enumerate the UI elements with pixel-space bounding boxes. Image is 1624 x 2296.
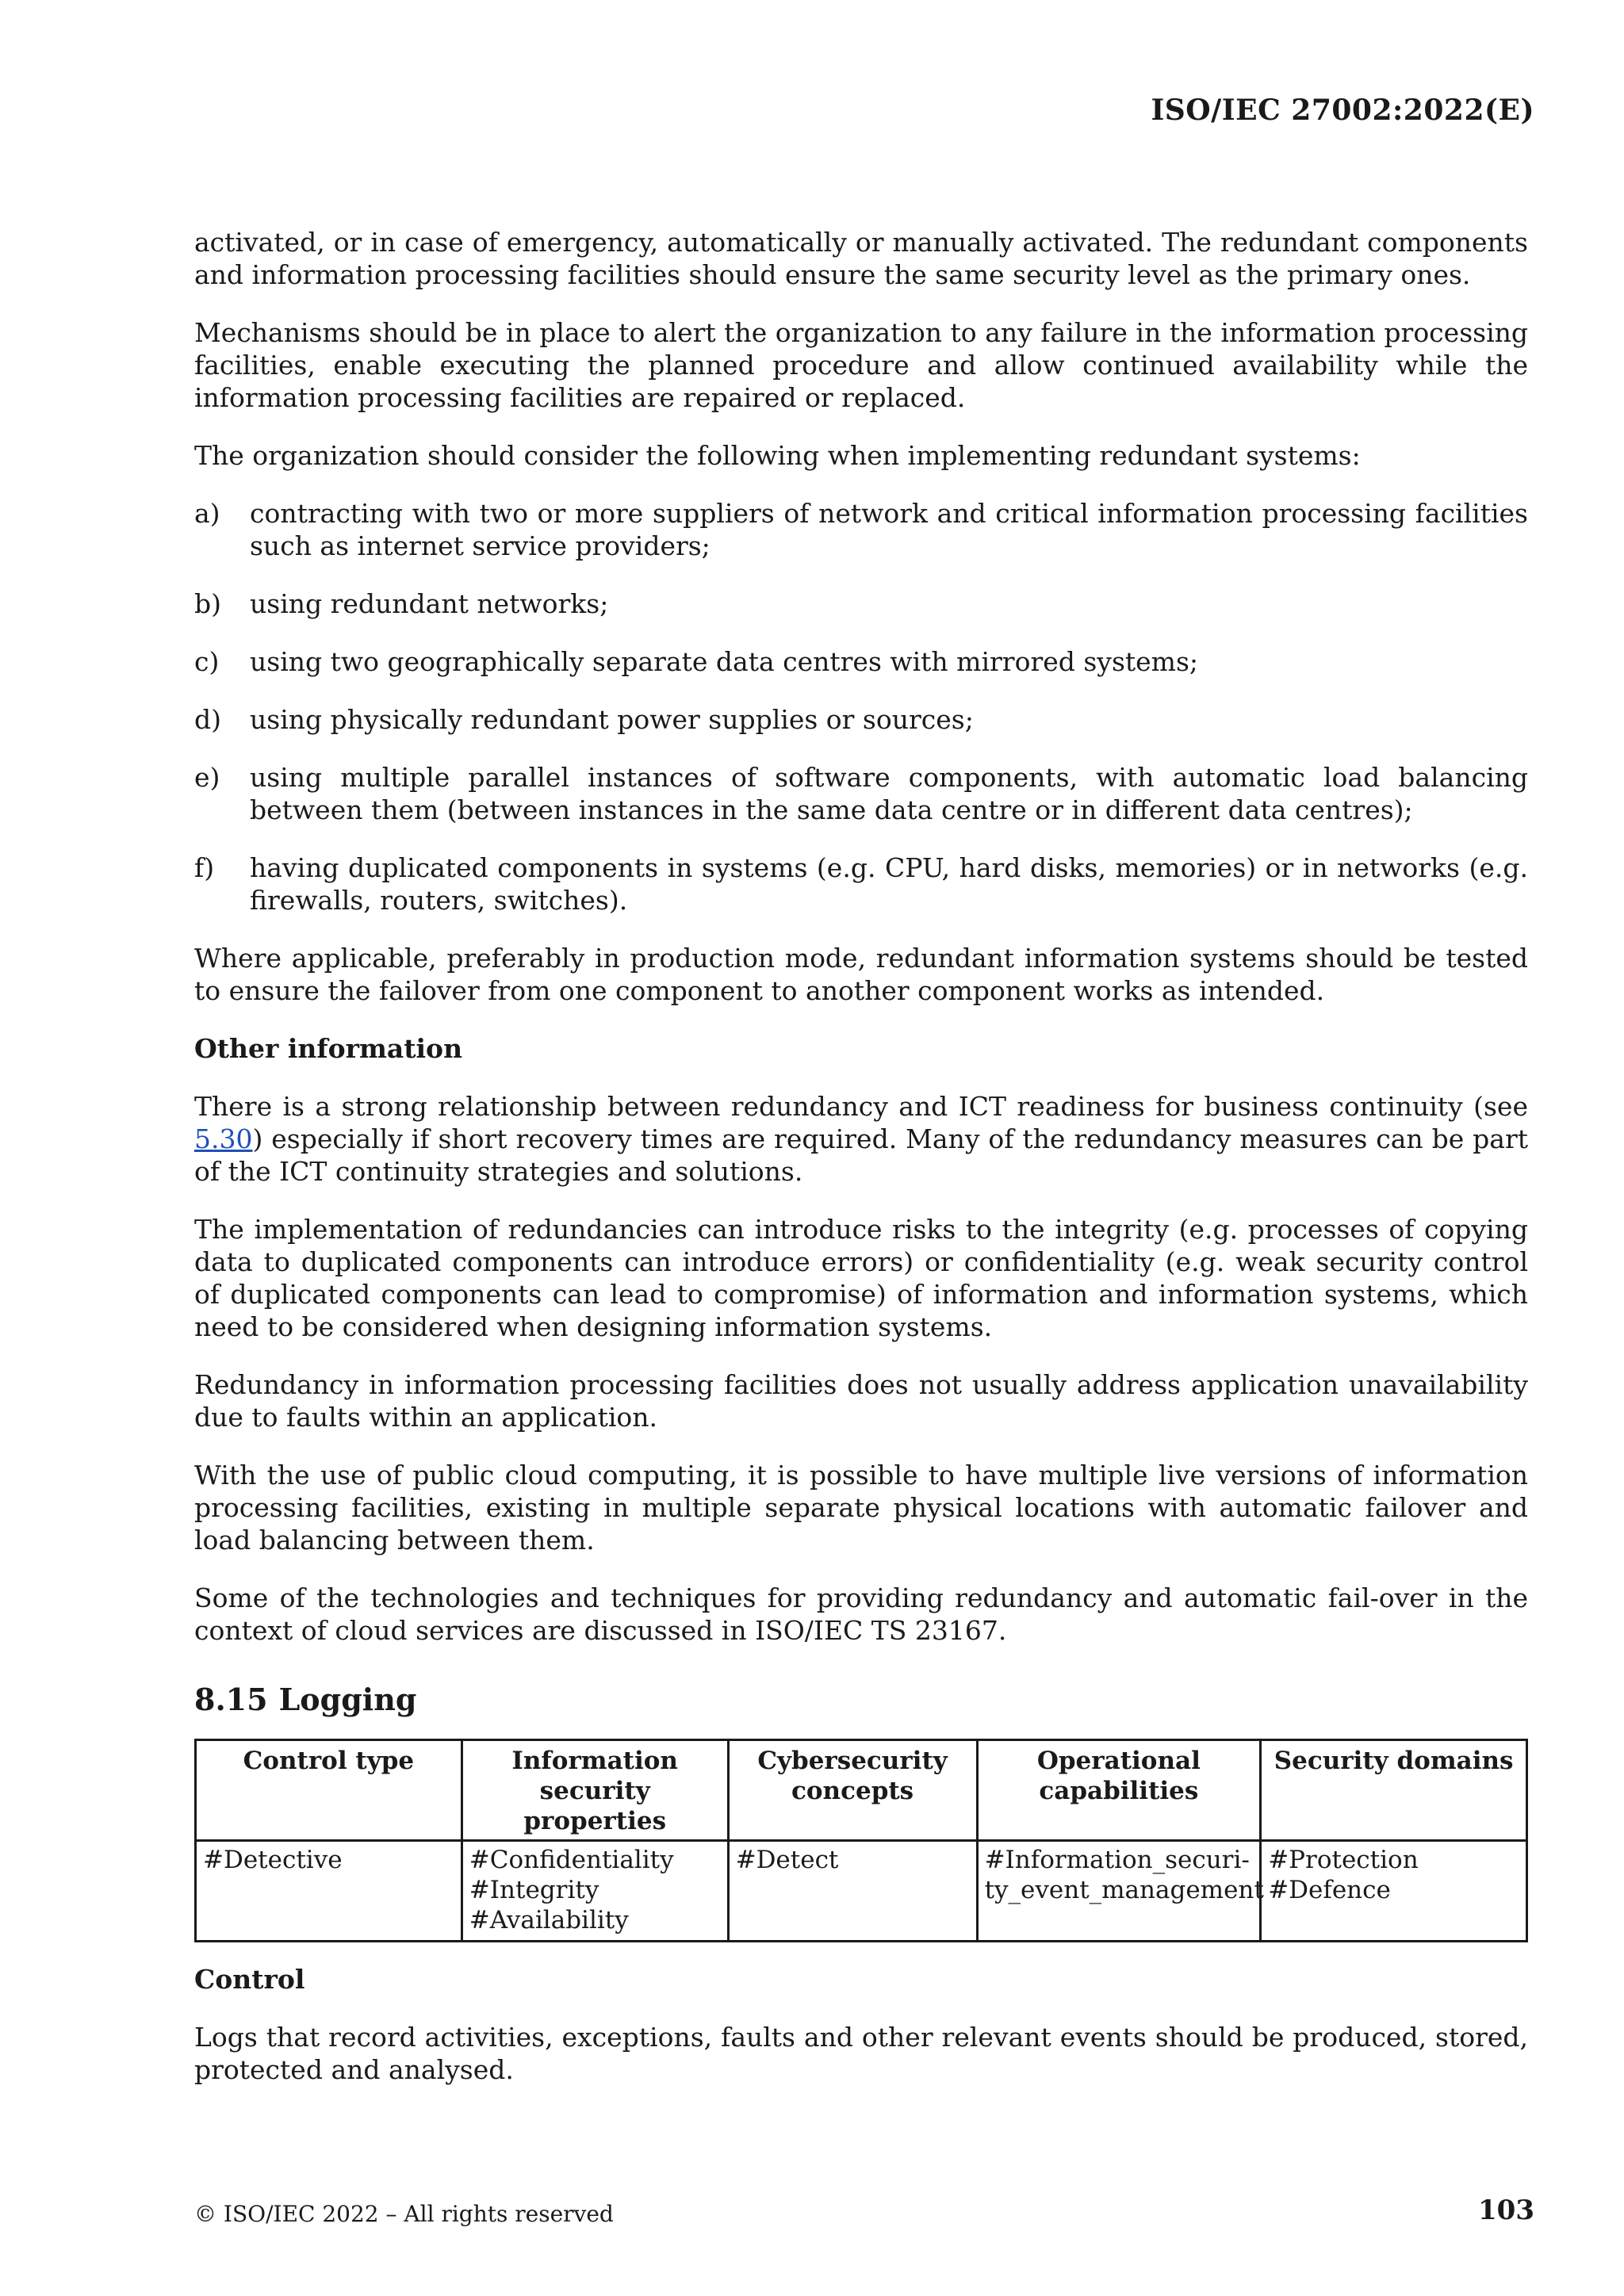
header-text: Information — [511, 1747, 678, 1775]
other-information-heading: Other information — [194, 1033, 463, 1064]
control-text: Logs that record activities, exceptions, faults and other relevant events should be produced, stored, protected and analysed. — [194, 2022, 1528, 2085]
list-item — [194, 587, 1528, 620]
list-item-text: using redundant networks; — [250, 588, 609, 619]
control-heading: Control — [194, 1964, 305, 1995]
paragraph: activated, or in case of emergency, automatically or manually activated. The redundant components and information processing facilities should ensure the same security level as the primary ones. — [194, 227, 1528, 290]
list-marker: a) — [194, 498, 220, 529]
table-header-cell — [1261, 1740, 1527, 1841]
attributes-table — [194, 1739, 1528, 1942]
table-row — [196, 1841, 1527, 1942]
list-item — [194, 851, 1528, 916]
list-marker: f) — [194, 852, 215, 883]
list-marker: d) — [194, 704, 221, 735]
list-marker: c) — [194, 646, 220, 677]
header-text: Control type — [243, 1747, 415, 1775]
paragraph-text: There is a strong relationship between redundancy and ICT readiness for business continuity (see — [194, 1091, 1528, 1122]
header-text: security properties — [523, 1777, 667, 1835]
cell-text: #Availability — [469, 1906, 629, 1934]
cell-text: #Detect — [735, 1846, 839, 1874]
list-item — [194, 761, 1528, 826]
paragraph: Some of the technologies and techniques for providing redundancy and automatic fail-over in the context of cloud services are discussed in ISO/IEC TS 23167. — [194, 1582, 1528, 1646]
table-cell — [196, 1841, 462, 1942]
cell-text: #Defence — [1268, 1876, 1391, 1904]
cell-text: #Integrity — [469, 1876, 599, 1904]
list-item — [194, 497, 1528, 562]
page-content — [194, 226, 1528, 2111]
list-item-text: using multiple parallel instances of software components, with automatic load balancing between them (between instances in the same data centre or in different data centres); — [250, 762, 1528, 825]
paragraph: Mechanisms should be in place to alert the organization to any failure in the information processing facilities, enable executing the planned procedure and allow continued availability while the information processing facilities are repaired or replaced. — [194, 317, 1528, 413]
table-cell — [1261, 1841, 1527, 1942]
list-item-text: contracting with two or more suppliers of network and critical information processing facilities such as internet service providers; — [250, 498, 1528, 561]
list-marker: e) — [194, 762, 220, 793]
table-cell — [977, 1841, 1264, 1942]
table-cell — [728, 1841, 977, 1942]
cell-text: ty_event_management — [984, 1876, 1264, 1904]
paragraph: The organization should consider the following when implementing redundant systems: — [194, 440, 1361, 471]
paragraph: Where applicable, preferably in production mode, redundant information systems should be tested to ensure the failover from one component to another component works as intended. — [194, 943, 1528, 1006]
list-marker: b) — [194, 588, 221, 619]
header-text: Security domains — [1274, 1747, 1514, 1775]
paragraph-text: ) especially if short recovery times are required. Many of the redundancy measures can be part of the ICT continuity strategies and solutions. — [194, 1123, 1528, 1187]
section-title: Logging — [278, 1682, 417, 1717]
header-text: Operational — [1036, 1747, 1201, 1775]
table-header-cell — [977, 1740, 1261, 1841]
paragraph-with-link — [194, 1090, 1528, 1188]
paragraph: The implementation of redundancies can introduce risks to the integrity (e.g. processes of copying data to duplicated components can introduce errors) or confidentiality (e.g. weak security control of duplicated components can lead to compromise) of information and information systems, which need to be considered when designing information systems. — [194, 1214, 1528, 1342]
table-header-row — [196, 1740, 1527, 1841]
list-item-text: having duplicated components in systems (e.g. CPU, hard disks, memories) or in networks (e.g. firewalls, routers, switches). — [250, 852, 1528, 916]
table-header-cell — [728, 1740, 977, 1841]
document-header-id: ISO/IEC 27002:2022(E) — [1151, 94, 1534, 127]
footer-copyright: © ISO/IEC 2022 – All rights reserved — [194, 2201, 614, 2227]
header-text: Cybersecurity — [757, 1747, 948, 1775]
section-number: 8.15 — [194, 1682, 268, 1717]
list-item-text: using physically redundant power supplies or sources; — [250, 704, 974, 735]
paragraph: With the use of public cloud computing, it is possible to have multiple live versions of information processing facilities, existing in multiple separate physical locations with automatic failover and load balancing between them. — [194, 1460, 1528, 1556]
table-header-cell — [196, 1740, 462, 1841]
redundancy-list — [194, 497, 1528, 916]
clause-reference-link[interactable]: 5.30 — [194, 1123, 253, 1154]
cell-text: #Confidentiality — [469, 1846, 674, 1874]
page-number: 103 — [1478, 2195, 1534, 2226]
header-text: concepts — [791, 1777, 914, 1805]
header-text: capabilities — [1039, 1777, 1199, 1805]
section-heading — [194, 1682, 1528, 1718]
table-header-cell — [462, 1740, 728, 1841]
paragraph: Redundancy in information processing facilities does not usually address application unavailability due to faults within an application. — [194, 1369, 1528, 1433]
list-item-text: using two geographically separate data centres with mirrored systems; — [250, 646, 1199, 677]
cell-text: #Protection — [1268, 1846, 1419, 1874]
cell-text: #Detective — [203, 1846, 343, 1874]
list-item — [194, 645, 1528, 678]
table-cell — [462, 1841, 728, 1942]
list-item — [194, 703, 1528, 736]
cell-text: #Information_securi- — [984, 1846, 1250, 1874]
